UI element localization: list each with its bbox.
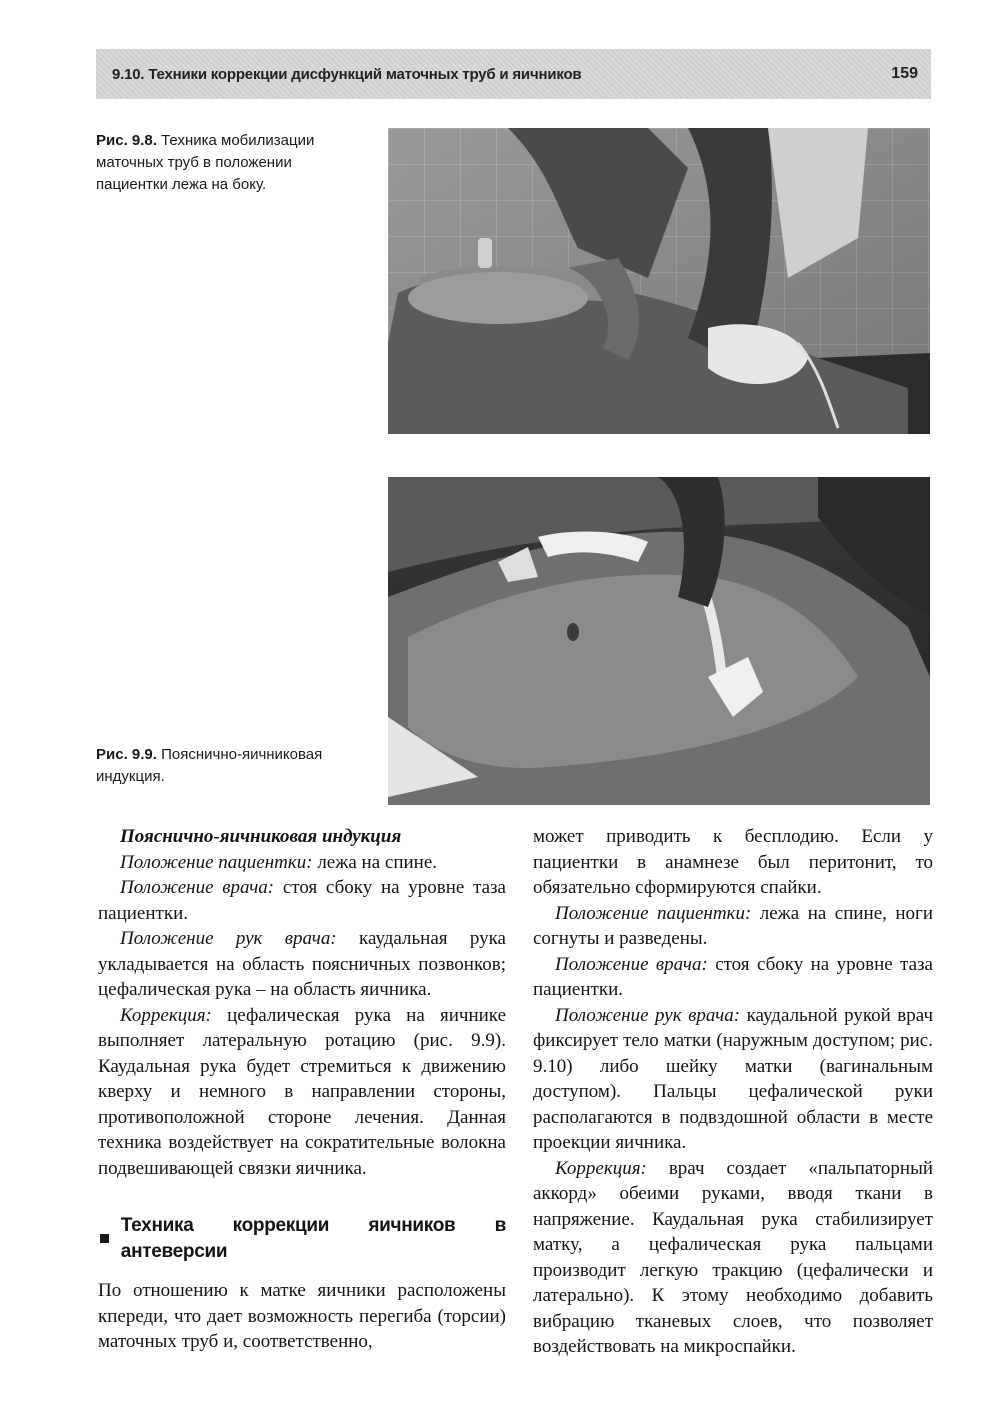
paragraph: По отношению к матке яичники расположены кпереди, что дает возможность перегиба (торсии) маточных труб и, соответственно, (98, 1280, 506, 1352)
square-bullet-icon (100, 1234, 109, 1243)
section-heading-text: Техника коррекции яичников в антеверсии (120, 1215, 506, 1262)
inline-label: Положение пациентки: (555, 902, 752, 924)
paragraph-text: стоя сбоку на уровне таза пациентки. (98, 877, 506, 924)
paragraph-text: стоя сбоку на уровне таза пациентки. (533, 953, 933, 1000)
paragraph-text: каудальная рука укладывается на область поясничных позвонков; цефалическая рука – на область яичника. (98, 928, 506, 1000)
paragraph-text: лежа на спине. (312, 851, 438, 873)
paragraph-text: лежа на спине, ноги согнуты и разведены. (533, 902, 933, 949)
inline-label: Коррекция: (120, 1004, 212, 1026)
inline-label: Коррекция: (555, 1157, 647, 1179)
figure-9-9-caption (96, 744, 376, 788)
paragraph-text: цефалическая рука на яичнике выполняет латеральную ротацию (рис. 9.9). Каудальная рука будет стремиться к движению кверху и немного в направлении стороны, противоположной стороне лечения. Данная техника воздействует на сократительные волокна подвешивающей связки яичника. (98, 1004, 506, 1179)
figure-9-8-photo (388, 128, 930, 434)
paragraph (533, 952, 933, 1003)
page-number: 159 (891, 65, 918, 82)
inline-label: Положение рук врача: (120, 928, 337, 949)
figure-9-8-caption (96, 130, 366, 196)
figure-caption-text: Пояснично-яичниковая индукция. (96, 746, 323, 785)
paragraph (98, 926, 506, 1003)
running-title: 9.10. Техники коррекции дисфункций маточных труб и яичников (112, 66, 582, 83)
paragraph (533, 1156, 933, 1360)
paragraph-text: каудальной рукой врач фиксирует тело матки (наружным доступом; рис. 9.10) либо шейку матки (вагинальным доступом). Пальцы цефалической руки располагаются в подвздошной области в месте проекции яичника. (533, 1004, 933, 1153)
paragraph (98, 875, 506, 926)
subheading: Пояснично-яичниковая индукция (120, 826, 402, 847)
paragraph (533, 901, 933, 952)
inline-label: Положение врача: (555, 953, 708, 975)
text-column-left (98, 824, 506, 1355)
inline-label: Положение пациентки: (120, 851, 313, 873)
section-heading (98, 1213, 506, 1264)
figure-9-9-photo (388, 477, 930, 805)
paragraph-text: врач создает «пальпаторный аккорд» обеими руками, вводя ткани в напряжение. Каудальная рука стабилизирует матку, а цефалическая рука пальцами производит легкую тракцию (цефалически и латерально). К этому необходимо добавить вибрацию тканевых слоев, что позволяет воздействовать на микроспайки. (533, 1157, 933, 1357)
figure-label: Рис. 9.8. (96, 132, 157, 149)
figure-label: Рис. 9.9. (96, 746, 157, 763)
paragraph (533, 1003, 933, 1156)
inline-label: Положение рук врача: (555, 1004, 741, 1026)
paragraph (98, 850, 506, 876)
text-column-right (533, 824, 933, 1360)
figure-caption-text: Техника мобилизации маточных труб в положении пациентки лежа на боку. (96, 132, 315, 193)
paragraph (98, 1003, 506, 1182)
paragraph: может приводить к бесплодию. Если у пациентки в анамнезе был перитонит, то обязательно сформируются спайки. (533, 826, 933, 898)
inline-label: Положение врача: (120, 877, 275, 898)
